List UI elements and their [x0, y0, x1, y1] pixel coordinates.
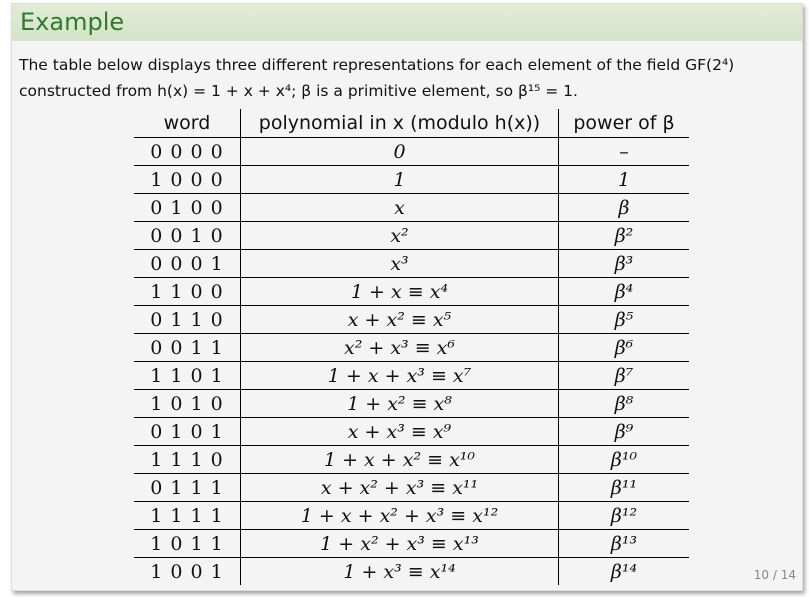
polynomial-cell — [241, 334, 559, 362]
word-cell — [134, 362, 241, 390]
power-cell — [559, 138, 690, 166]
power-cell-text: β⁴ — [614, 280, 634, 303]
slide-title: Example — [20, 8, 125, 36]
power-cell — [559, 502, 690, 530]
polynomial-cell-text: x + x² ≡ x⁵ — [347, 308, 452, 331]
word-cell-text: 0 0 1 0 — [150, 224, 224, 247]
power-cell-text: β⁷ — [614, 364, 634, 387]
polynomial-cell-text: x + x² + x³ ≡ x¹¹ — [320, 476, 479, 499]
table-row — [134, 474, 689, 502]
polynomial-cell — [241, 194, 559, 222]
word-cell-text: 0 0 1 1 — [150, 336, 224, 359]
table-row — [134, 194, 689, 222]
word-cell-text: 1 0 1 1 — [150, 532, 224, 555]
intro-text — [19, 52, 794, 104]
polynomial-cell-text: 1 + x² + x³ ≡ x¹³ — [320, 532, 479, 555]
table-row — [134, 502, 689, 530]
polynomial-cell — [241, 250, 559, 278]
polynomial-cell-text: x — [394, 196, 405, 219]
polynomial-cell — [241, 558, 559, 586]
polynomial-cell-text: x + x³ ≡ x⁹ — [347, 420, 452, 443]
power-cell — [559, 446, 690, 474]
page-number: 10 / 14 — [753, 568, 796, 582]
table-row — [134, 222, 689, 250]
power-cell-text: β⁵ — [614, 308, 634, 331]
word-cell-text: 0 1 0 1 — [150, 420, 224, 443]
table-row — [134, 446, 689, 474]
polynomial-cell — [241, 222, 559, 250]
polynomial-cell — [241, 474, 559, 502]
slide-frame — [11, 3, 803, 591]
polynomial-cell-text: x² + x³ ≡ x⁶ — [344, 336, 455, 359]
power-cell-text: – — [619, 140, 629, 163]
polynomial-cell-text: 1 — [393, 168, 406, 191]
polynomial-cell — [241, 390, 559, 418]
table-row — [134, 306, 689, 334]
word-cell-text: 0 1 1 1 — [150, 476, 224, 499]
polynomial-cell — [241, 502, 559, 530]
power-cell — [559, 222, 690, 250]
power-cell — [559, 362, 690, 390]
polynomial-cell-text: x² — [390, 224, 409, 247]
polynomial-cell-text: 1 + x + x³ ≡ x⁷ — [327, 364, 472, 387]
word-cell-text: 1 0 0 0 — [150, 168, 224, 191]
word-cell — [134, 250, 241, 278]
polynomial-cell-text: 1 + x + x² ≡ x¹⁰ — [323, 448, 476, 471]
power-cell — [559, 278, 690, 306]
polynomial-cell — [241, 306, 559, 334]
table-header-row — [134, 109, 689, 138]
table-row — [134, 530, 689, 558]
polynomial-cell-text: 1 + x² ≡ x⁸ — [347, 392, 452, 415]
power-cell-text: 1 — [617, 168, 631, 191]
power-cell-text: β¹⁴ — [610, 560, 638, 583]
power-cell-text: β — [618, 196, 630, 219]
word-cell-text: 1 0 1 0 — [150, 392, 224, 415]
header-polynomial: polynomial in x (modulo h(x)) — [241, 109, 559, 138]
word-cell-text: 1 1 1 0 — [150, 448, 224, 471]
power-cell — [559, 390, 690, 418]
power-cell-text: β³ — [614, 252, 634, 275]
word-cell — [134, 502, 241, 530]
word-cell-text: 0 1 1 0 — [150, 308, 224, 331]
polynomial-cell-text: 0 — [393, 140, 406, 163]
polynomial-cell-text: 1 + x + x² + x³ ≡ x¹² — [300, 504, 499, 527]
polynomial-cell-text: 1 + x³ ≡ x¹⁴ — [343, 560, 456, 583]
field-elements-table — [134, 109, 689, 585]
power-cell — [559, 530, 690, 558]
power-cell-text: β⁶ — [614, 336, 634, 359]
word-cell — [134, 194, 241, 222]
polynomial-cell — [241, 530, 559, 558]
table-row — [134, 250, 689, 278]
word-cell-text: 1 0 0 1 — [150, 560, 224, 583]
power-cell-text: β⁸ — [614, 392, 634, 415]
word-cell-text: 0 1 0 0 — [150, 196, 224, 219]
polynomial-cell — [241, 138, 559, 166]
table-row — [134, 418, 689, 446]
word-cell — [134, 278, 241, 306]
power-cell — [559, 250, 690, 278]
word-cell-text: 0 0 0 0 — [150, 140, 224, 163]
power-cell-text: β² — [614, 224, 634, 247]
word-cell — [134, 222, 241, 250]
polynomial-cell — [241, 446, 559, 474]
slide-title-bar — [12, 4, 802, 41]
power-cell — [559, 558, 690, 586]
intro-line-2: constructed from h(x) = 1 + x + x⁴; β is a primitive element, so β¹⁵ = 1. — [19, 82, 578, 100]
word-cell-text: 0 0 0 1 — [150, 252, 224, 275]
table-row — [134, 138, 689, 166]
power-cell — [559, 334, 690, 362]
polynomial-cell — [241, 362, 559, 390]
power-cell — [559, 474, 690, 502]
polynomial-cell-text: x³ — [390, 252, 409, 275]
word-cell — [134, 334, 241, 362]
header-power: power of β — [559, 109, 690, 138]
header-word: word — [134, 109, 241, 138]
intro-line-1: The table below displays three different representations for each element of the field GF(2⁴) — [19, 56, 735, 74]
power-cell-text: β¹⁰ — [610, 448, 638, 471]
power-cell-text: β¹¹ — [610, 476, 638, 499]
polynomial-cell-text: 1 + x ≡ x⁴ — [350, 280, 449, 303]
word-cell — [134, 166, 241, 194]
power-cell — [559, 166, 690, 194]
table-row — [134, 390, 689, 418]
table-row — [134, 166, 689, 194]
word-cell — [134, 558, 241, 586]
power-cell — [559, 418, 690, 446]
word-cell — [134, 390, 241, 418]
power-cell — [559, 306, 690, 334]
word-cell — [134, 418, 241, 446]
word-cell-text: 1 1 0 1 — [150, 364, 224, 387]
table-row — [134, 278, 689, 306]
power-cell-text: β¹³ — [610, 532, 638, 555]
table-row — [134, 334, 689, 362]
word-cell-text: 1 1 1 1 — [150, 504, 224, 527]
polynomial-cell — [241, 166, 559, 194]
power-cell-text: β¹² — [610, 504, 638, 527]
word-cell — [134, 138, 241, 166]
polynomial-cell — [241, 278, 559, 306]
word-cell — [134, 474, 241, 502]
table-row — [134, 558, 689, 586]
word-cell-text: 1 1 0 0 — [150, 280, 224, 303]
word-cell — [134, 446, 241, 474]
word-cell — [134, 306, 241, 334]
power-cell — [559, 194, 690, 222]
power-cell-text: β⁹ — [614, 420, 634, 443]
table-row — [134, 362, 689, 390]
word-cell — [134, 530, 241, 558]
polynomial-cell — [241, 418, 559, 446]
